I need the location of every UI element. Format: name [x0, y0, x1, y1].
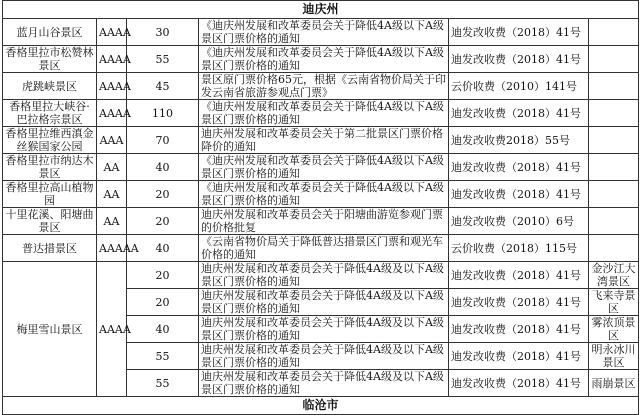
- scenic-name: 虎跳峡景区: [3, 73, 97, 100]
- table-row: [3, 19, 639, 46]
- sub-scenic-note: 雨崩景区: [589, 370, 639, 397]
- document-number: 迪发改收费（2018）41号: [449, 181, 589, 208]
- note-cell: [589, 127, 639, 154]
- table-row: [3, 46, 639, 73]
- note-cell: [589, 46, 639, 73]
- ticket-price: 20: [127, 181, 199, 208]
- ticket-price: 55: [127, 343, 199, 370]
- section-title: 迪庆州: [3, 1, 639, 19]
- document-number: 迪发改收费（2018）41号: [449, 289, 589, 316]
- ticket-price: 110: [127, 100, 199, 127]
- policy-document: 《迪庆州发展和改革委员会关于降低4A级以下A级景区门票价格的通知: [199, 154, 449, 181]
- table-row: [3, 235, 639, 262]
- document-number: 迪发改收费（2018）41号: [449, 262, 589, 289]
- document-number: 云价收费（2010）141号: [449, 73, 589, 100]
- ticket-price: 20: [127, 208, 199, 235]
- scenic-name: 普达措景区: [3, 235, 97, 262]
- scenic-grade: AA: [97, 208, 127, 235]
- scenic-price-table: [2, 0, 639, 415]
- ticket-price: 70: [127, 127, 199, 154]
- scenic-name: 梅里雪山景区: [3, 262, 97, 397]
- document-number: 迪发改收费（2018）41号: [449, 154, 589, 181]
- policy-document: 迪庆州发展和改革委员会关于降低4A级及以下A级景区门票价格的通知: [199, 316, 449, 343]
- note-cell: [589, 154, 639, 181]
- sub-scenic-note: 飞来寺景区: [589, 289, 639, 316]
- scenic-name: 香格里拉市松赞林景区: [3, 46, 97, 73]
- table-row: [3, 262, 639, 289]
- scenic-grade: AAA: [97, 127, 127, 154]
- scenic-grade: AAAA: [97, 19, 127, 46]
- policy-document: 迪庆州发展和改革委员会关于降低4A级及以下A级景区门票价格的通知: [199, 289, 449, 316]
- table-row: [3, 154, 639, 181]
- policy-document: 迪庆州发展和改革委员会关于降低4A级及以下A级景区门票价格的通知: [199, 343, 449, 370]
- scenic-grade: AA: [97, 181, 127, 208]
- policy-document: 《迪庆州发展和改革委员会关于降低4A级以下A级景区门票价格的通知: [199, 100, 449, 127]
- scenic-grade: AAAA: [97, 73, 127, 100]
- note-cell: [589, 235, 639, 262]
- scenic-grade: AAAA: [97, 262, 127, 397]
- document-number: 迪发改收费（2018）41号: [449, 100, 589, 127]
- note-cell: [589, 19, 639, 46]
- document-number: 迪发改收费2018）55号: [449, 127, 589, 154]
- scenic-name: 香格里拉维西滇金丝猴国家公园: [3, 127, 97, 154]
- sub-scenic-note: 明永冰川景区: [589, 343, 639, 370]
- policy-document: 迪庆州发展和改革委员会关于第二批景区门票价格降价的通知: [199, 127, 449, 154]
- note-cell: [589, 100, 639, 127]
- policy-document: 迪庆州发展和改革委员会关于降低4A级及以下A级景区门票价格的通知: [199, 370, 449, 397]
- document-number: 迪发改收费（2010）6号: [449, 208, 589, 235]
- policy-document: 《迪庆州发展和改革委员会关于降低4A级以下A级景区门票价格的通知: [199, 46, 449, 73]
- document-number: 迪发改收费（2018）41号: [449, 19, 589, 46]
- section-row-lincang: [3, 397, 639, 415]
- document-number: 迪发改收费（2018）41号: [449, 46, 589, 73]
- table-row: [3, 100, 639, 127]
- scenic-name: 香格里拉高山植物园: [3, 181, 97, 208]
- ticket-price: 40: [127, 316, 199, 343]
- table-row: [3, 208, 639, 235]
- ticket-price: 55: [127, 370, 199, 397]
- ticket-price: 55: [127, 46, 199, 73]
- document-number: 云价收费（2018）115号: [449, 235, 589, 262]
- ticket-price: 40: [127, 154, 199, 181]
- ticket-price: 20: [127, 289, 199, 316]
- policy-document: 《迪庆州发展和改革委员会关于降低4A级以下A级景区门票价格的通知: [199, 181, 449, 208]
- sub-scenic-note: 金沙江大湾景区: [589, 262, 639, 289]
- sub-scenic-note: 雾浓顶景区: [589, 316, 639, 343]
- ticket-price: 20: [127, 262, 199, 289]
- scenic-name: 香格里拉市纳达木景区: [3, 154, 97, 181]
- scenic-grade: AAAAA: [97, 235, 127, 262]
- ticket-price: 40: [127, 235, 199, 262]
- document-number: 迪发改收费（2018）41号: [449, 316, 589, 343]
- scenic-name: 十里花溪、阳塘曲景区: [3, 208, 97, 235]
- scenic-name: 香格里拉大峡谷·巴拉格宗景区: [3, 100, 97, 127]
- policy-document: 景区原门票价格65元，根据《云南省物价局关于印发云南省旅游参观点门票》: [199, 73, 449, 100]
- scenic-grade: AAAA: [97, 100, 127, 127]
- policy-document: 迪庆州发展和改革委员会关于阳塘曲游览参观门票的价格批复: [199, 208, 449, 235]
- policy-document: 迪庆州发展和改革委员会关于降低4A级及以下A级景区门票价格的通知: [199, 262, 449, 289]
- ticket-price: 30: [127, 19, 199, 46]
- document-number: 迪发改收费（2018）41号: [449, 370, 589, 397]
- ticket-price: 45: [127, 73, 199, 100]
- document-number: 迪发改收费（2018）41号: [449, 343, 589, 370]
- scenic-grade: AAAA: [97, 46, 127, 73]
- scenic-name: 蓝月山谷景区: [3, 19, 97, 46]
- section-row-diqing: [3, 1, 639, 19]
- table-row: [3, 127, 639, 154]
- scenic-grade: AA: [97, 154, 127, 181]
- section-title: 临沧市: [3, 397, 639, 415]
- note-cell: [589, 208, 639, 235]
- table-row: [3, 181, 639, 208]
- policy-document: 《云南省物价局关于降低普达措景区门票和观光车价格的通知: [199, 235, 449, 262]
- note-cell: [589, 181, 639, 208]
- note-cell: [589, 73, 639, 100]
- table-row: [3, 73, 639, 100]
- policy-document: 《迪庆州发展和改革委员会关于降低4A级以下A级景区门票价格的通知: [199, 19, 449, 46]
